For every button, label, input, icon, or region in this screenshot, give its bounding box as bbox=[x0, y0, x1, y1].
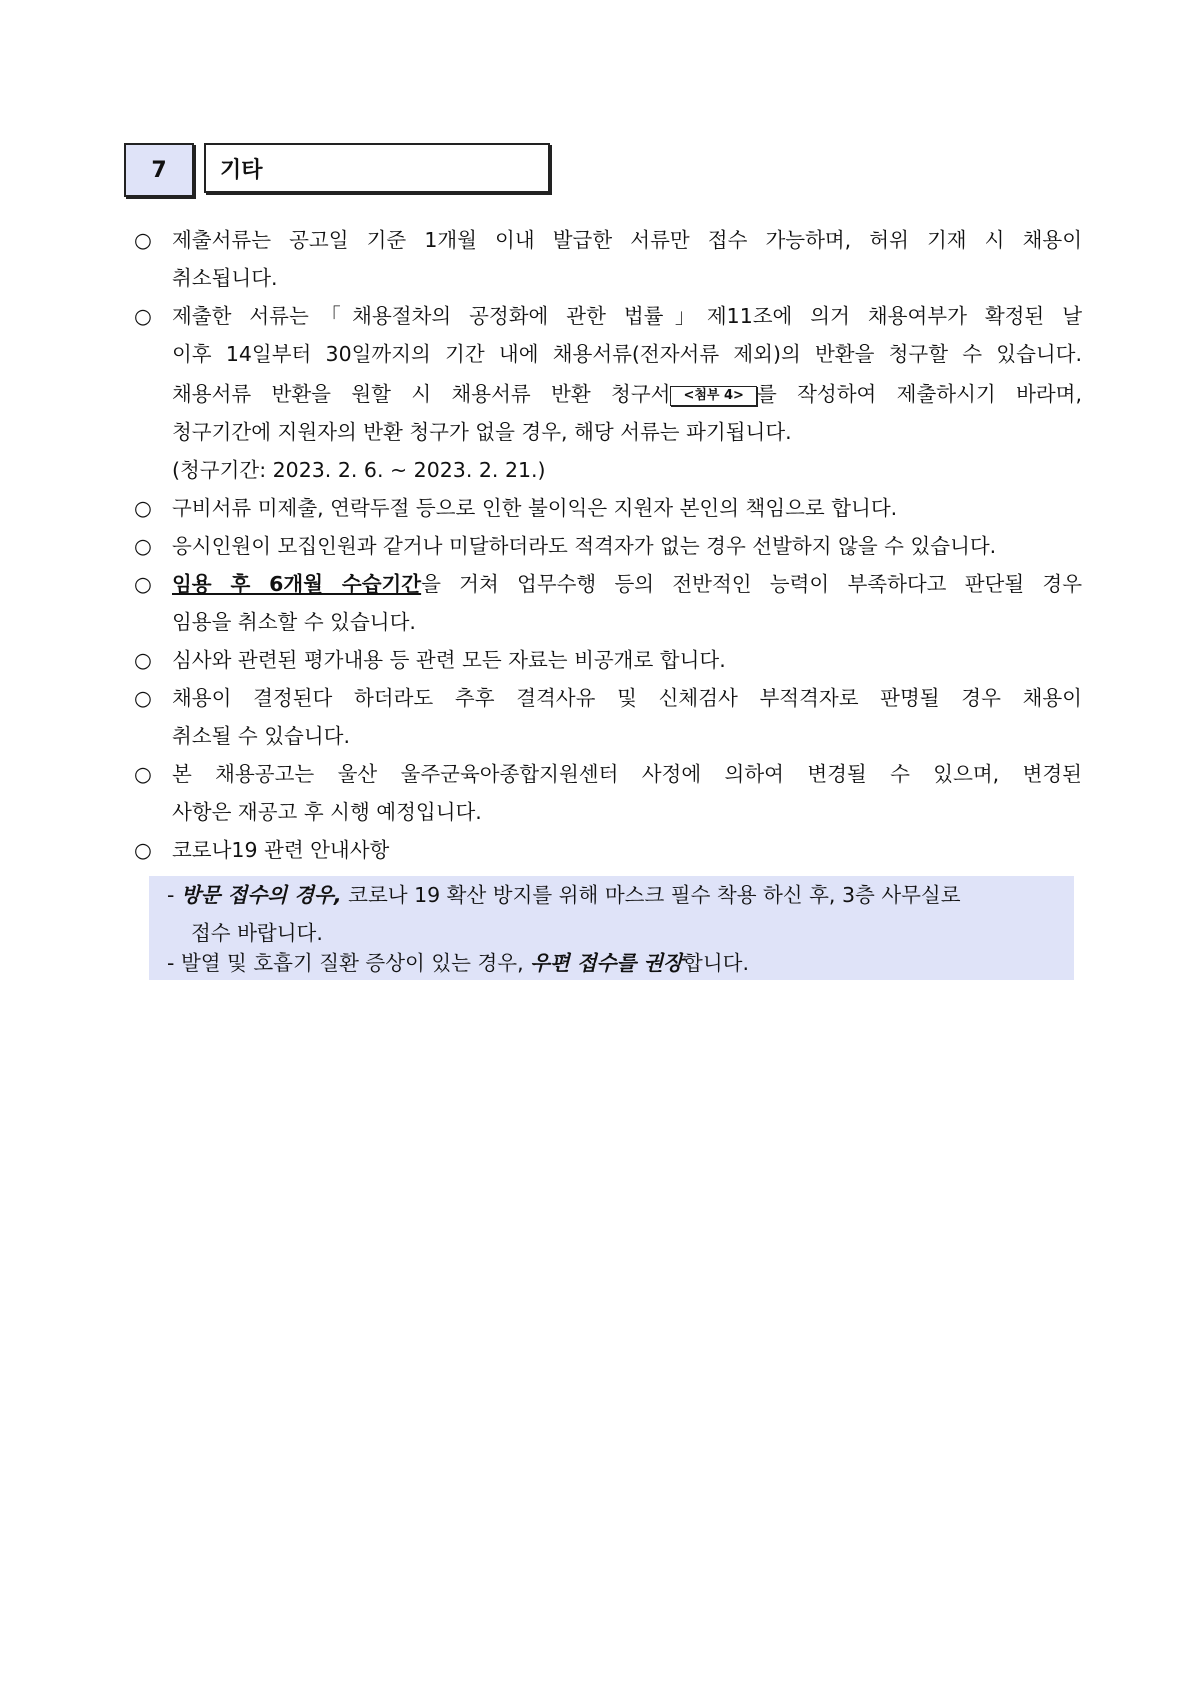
list-item bbox=[132, 641, 1082, 679]
item-text: 제출한 서류는「채용절차의 공정화에 관한 법률」제11조에 의거 채용여부가 확정된 날 bbox=[172, 304, 1082, 328]
section-number: 7 bbox=[124, 143, 194, 197]
notice-text: 접수 바랍니다. bbox=[191, 921, 323, 945]
emphasis-text: 방문 접수의 경우, bbox=[180, 883, 342, 907]
list-item bbox=[132, 755, 1082, 831]
list-item bbox=[132, 297, 1082, 489]
item-text: 코로나19 관련 안내사항 bbox=[172, 838, 390, 862]
attachment-label: <첨부 4> bbox=[670, 386, 756, 406]
notice-row bbox=[167, 876, 1050, 914]
notice-text: 합니다. bbox=[683, 951, 749, 975]
list-item bbox=[132, 679, 1082, 755]
circle-bullet-icon: ○ bbox=[134, 228, 152, 252]
emphasis-text: 우편 접수를 권장 bbox=[530, 951, 684, 975]
dash-bullet: - bbox=[167, 951, 175, 975]
item-text: 심사와 관련된 평가내용 등 관련 모든 자료는 비공개로 합니다. bbox=[172, 648, 726, 672]
circle-bullet-icon: ○ bbox=[134, 304, 152, 328]
circle-bullet-icon: ○ bbox=[134, 572, 152, 596]
list-item bbox=[132, 565, 1082, 641]
circle-bullet-icon: ○ bbox=[134, 534, 152, 558]
emphasis-text: 임용 후 6개월 수습기간 bbox=[172, 572, 422, 596]
section-header bbox=[124, 143, 554, 195]
notice-list bbox=[132, 221, 1082, 869]
circle-bullet-icon: ○ bbox=[134, 496, 152, 520]
item-text: 이후 14일부터 30일까지의 기간 내에 채용서류(전자서류 제외)의 반환을 청구할 수 있습니다. bbox=[172, 342, 1082, 366]
item-text-part: 을 거쳐 업무수행 등의 전반적인 능력이 부족하다고 판단될 경우 bbox=[421, 572, 1082, 596]
item-text-part: 채용서류 반환을 원할 시 채용서류 반환 청구서 bbox=[172, 382, 671, 406]
notice-text: 코로나 19 확산 방지를 위해 마스크 필수 착용 하신 후, 3층 사무실로 bbox=[341, 883, 961, 907]
list-item bbox=[132, 831, 1082, 869]
circle-bullet-icon: ○ bbox=[134, 686, 152, 710]
item-text: 취소될 수 있습니다. bbox=[172, 724, 350, 748]
list-item bbox=[132, 221, 1082, 297]
circle-bullet-icon: ○ bbox=[134, 648, 152, 672]
item-text: 사항은 재공고 후 시행 예정입니다. bbox=[172, 800, 482, 824]
item-text bbox=[172, 565, 1082, 603]
dash-bullet: - bbox=[167, 883, 175, 907]
list-item bbox=[132, 527, 1082, 565]
item-text: 임용을 취소할 수 있습니다. bbox=[172, 610, 416, 634]
list-item bbox=[132, 489, 1082, 527]
circle-bullet-icon: ○ bbox=[134, 838, 152, 862]
item-text: 본 채용공고는 울산 울주군육아종합지원센터 사정에 의하여 변경될 수 있으며, 변경된 bbox=[172, 762, 1082, 786]
notice-text: 발열 및 호흡기 질환 증상이 있는 경우, bbox=[180, 951, 531, 975]
item-text: (청구기간: 2023. 2. 6. ~ 2023. 2. 21.) bbox=[172, 458, 546, 482]
covid-notice-box bbox=[149, 876, 1074, 980]
item-text: 구비서류 미제출, 연락두절 등으로 인한 불이익은 지원자 본인의 책임으로 합니다. bbox=[172, 496, 898, 520]
item-text: 제출서류는 공고일 기준 1개월 이내 발급한 서류만 접수 가능하며, 허위 기재 시 채용이 bbox=[172, 228, 1082, 252]
item-text: 취소됩니다. bbox=[172, 266, 278, 290]
section-title: 기타 bbox=[204, 143, 550, 193]
item-text: 청구기간에 지원자의 반환 청구가 없을 경우, 해당 서류는 파기됩니다. bbox=[172, 420, 792, 444]
item-text bbox=[172, 375, 1082, 413]
item-text: 채용이 결정된다 하더라도 추후 결격사유 및 신체검사 부적격자로 판명될 경우 채용이 bbox=[172, 686, 1082, 710]
circle-bullet-icon: ○ bbox=[134, 762, 152, 786]
item-text-part: 를 작성하여 제출하시기 바라며, bbox=[756, 382, 1082, 406]
item-text: 응시인원이 모집인원과 같거나 미달하더라도 적격자가 없는 경우 선발하지 않을 수 있습니다. bbox=[172, 534, 997, 558]
notice-row bbox=[167, 944, 1050, 982]
